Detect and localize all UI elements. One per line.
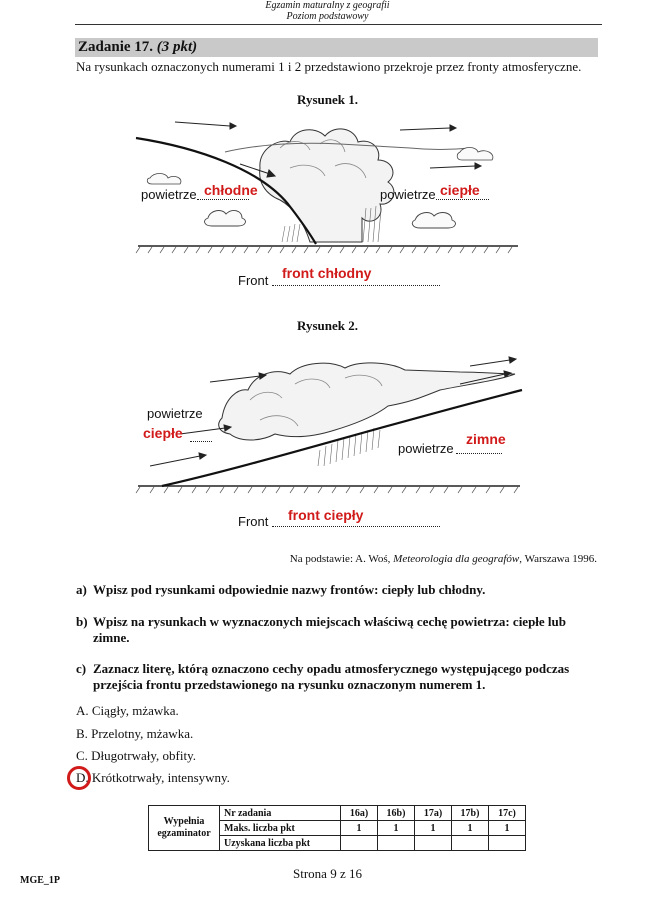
source-citation: Na podstawie: A. Woś, Meteorologia dla geografów, Warszawa 1996. [289, 553, 597, 565]
row-task-number-label: Nr zadania [220, 806, 341, 821]
selected-option-circle [67, 766, 91, 790]
figure1-title: Rysunek 1. [297, 92, 358, 107]
option-c[interactable]: C. Długotrwały, obfity. [76, 748, 196, 763]
figure2-left-dots [190, 441, 212, 442]
task-16b: 16b) [378, 806, 415, 821]
option-d[interactable]: D. Krótkotrwały, intensywny. [76, 770, 230, 785]
task-title: Zadanie 17. (3 pkt) [78, 39, 198, 55]
question-c: c) Zaznacz literę, którą oznaczono cechy opadu atmosferycznego występującego podczas przejścia frontu przedstawionego na rysunku oznaczonym numerem 1. [76, 661, 570, 692]
score-table [148, 805, 526, 851]
figure1-front-dots [272, 285, 440, 286]
exam-header-line1: Egzamin maturalny z geografii [265, 0, 390, 11]
figure2-right-label: powietrze [398, 441, 454, 456]
header-divider [75, 24, 602, 25]
figure2-front-dots [272, 526, 440, 527]
max-17c: 1 [489, 821, 526, 836]
task-17a: 17a) [415, 806, 452, 821]
row-obtained-points-label: Uzyskana liczba pkt [220, 836, 341, 851]
figure1-left-dots [197, 199, 249, 200]
max-16a: 1 [341, 821, 378, 836]
figure2-right-answer: zimne [466, 431, 506, 447]
figure1-front-label: Front [238, 273, 269, 288]
figure1-left-answer: chłodne [204, 182, 258, 198]
figure1-right-label: powietrze [380, 187, 436, 202]
figure2-front-label: Front [238, 514, 269, 529]
obtained-17a[interactable] [415, 836, 452, 851]
max-17b: 1 [452, 821, 489, 836]
figure1-left-label: powietrze [141, 187, 197, 202]
max-16b: 1 [378, 821, 415, 836]
exam-header-line2: Poziom podstawowy [286, 11, 369, 22]
row-max-points-label: Maks. liczba pkt [220, 821, 341, 836]
obtained-17c[interactable] [489, 836, 526, 851]
option-a[interactable]: A. Ciągły, mżawka. [76, 703, 179, 718]
obtained-17b[interactable] [452, 836, 489, 851]
figure2-front-answer: front ciepły [288, 507, 364, 523]
score-side-label: Wypełnia egzaminator [149, 806, 220, 851]
question-a: a) Wpisz pod rysunkami odpowiednie nazwy frontów: ciepły lub chłodny. [76, 582, 486, 597]
figure2-title: Rysunek 2. [297, 318, 358, 333]
figure1-right-dots [436, 199, 489, 200]
task-intro: Na rysunkach oznaczonych numerami 1 i 2 przedstawiono przekroje przez fronty atmosferyczne. [76, 59, 582, 74]
task-17c: 17c) [489, 806, 526, 821]
obtained-16a[interactable] [341, 836, 378, 851]
page-number: Strona 9 z 16 [293, 866, 362, 881]
task-16a: 16a) [341, 806, 378, 821]
option-b[interactable]: B. Przelotny, mżawka. [76, 726, 194, 741]
obtained-16b[interactable] [378, 836, 415, 851]
figure2-left-answer: ciepłe [143, 425, 183, 441]
figure2-right-dots [456, 453, 502, 454]
figure1-right-answer: ciepłe [440, 182, 480, 198]
question-b: b) Wpisz na rysunkach w wyznaczonych miejscach właściwą cechę powietrza: ciepłe lub zimne. [76, 614, 567, 645]
figure2-left-label: powietrze [147, 406, 203, 421]
task-17b: 17b) [452, 806, 489, 821]
exam-code: MGE_1P [20, 875, 60, 886]
figure1-front-answer: front chłodny [282, 265, 372, 281]
max-17a: 1 [415, 821, 452, 836]
